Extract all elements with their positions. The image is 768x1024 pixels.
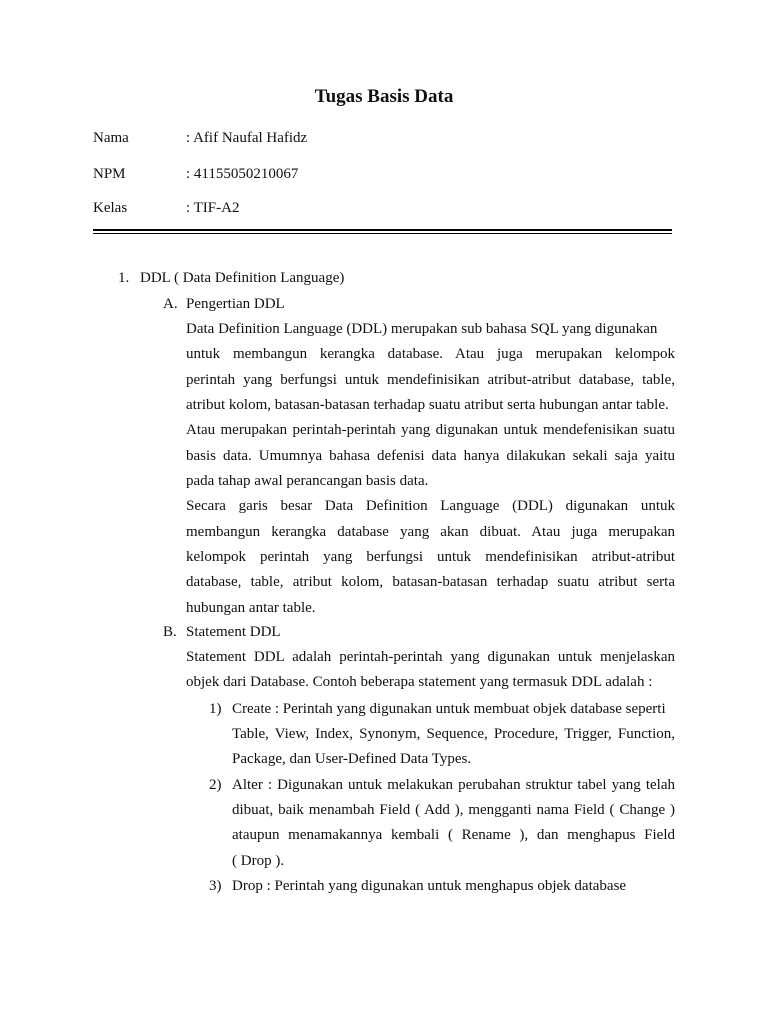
paragraph-line: kelompok perintah yang berfungsi untuk mendefinisikan atribut-atribut: [186, 549, 675, 565]
paragraph-line: Atau merupakan perintah-perintah yang digunakan untuk mendefenisikan suatu: [186, 422, 675, 438]
list-item-line: Drop : Perintah yang digunakan untuk menghapus objek database: [232, 878, 627, 894]
header-divider-thick: [93, 229, 672, 231]
paragraph-line: untuk membangun kerangka database. Atau juga merupakan kelompok: [186, 346, 675, 362]
subsection-letter: A.: [163, 296, 178, 312]
paragraph-line: perintah yang berfungsi untuk mendefinisikan atribut-atribut database, table,: [186, 372, 675, 388]
section-title: DDL ( Data Definition Language): [140, 270, 345, 286]
list-item-line: Create : Perintah yang digunakan untuk membuat objek database seperti: [232, 701, 666, 717]
list-item-line: Package, dan User-Defined Data Types.: [232, 751, 472, 767]
list-item-number: 1): [209, 701, 222, 717]
list-item-number: 2): [209, 777, 222, 793]
list-item-line: ( Drop ).: [232, 853, 285, 869]
paragraph-line: objek dari Database. Contoh beberapa statement yang termasuk DDL adalah :: [186, 674, 653, 690]
list-item-line: Alter : Digunakan untuk melakukan perubahan struktur tabel yang telah: [232, 777, 675, 793]
subsection-title: Statement DDL: [186, 624, 281, 640]
list-item-line: ataupun menamakannya kembali ( Rename ), dan menghapus Field: [232, 827, 675, 843]
info-row-kelas: [93, 200, 239, 217]
paragraph-line: Data Definition Language (DDL) merupakan sub bahasa SQL yang digunakan: [186, 321, 658, 337]
section-number: 1.: [118, 270, 130, 286]
paragraph-line: database, table, atribut kolom, batasan-batasan terhadap suatu atribut serta: [186, 574, 675, 590]
paragraph-line: basis data. Umumnya bahasa defenisi data hanya dilakukan sekali saja yaitu: [186, 448, 675, 464]
header-divider-thin: [93, 233, 672, 234]
page-title: Tugas Basis Data: [314, 86, 454, 107]
info-row-npm: [93, 166, 298, 183]
info-value: : TIF-A2: [186, 200, 240, 216]
paragraph-line: membangun kerangka database yang akan dibuat. Atau juga merupakan: [186, 524, 675, 540]
list-item-line: dibuat, baik menambah Field ( Add ), mengganti nama Field ( Change ): [232, 802, 675, 818]
info-label: NPM: [93, 166, 126, 182]
info-value: : Afif Naufal Hafidz: [186, 130, 308, 146]
paragraph-line: Secara garis besar Data Definition Language (DDL) digunakan untuk: [186, 498, 675, 514]
info-row-nama: [93, 130, 307, 147]
paragraph-line: hubungan antar table.: [186, 600, 316, 616]
list-item-number: 3): [209, 878, 222, 894]
info-label: Kelas: [93, 200, 128, 216]
info-label: Nama: [93, 130, 129, 146]
list-item-line: Table, View, Index, Synonym, Sequence, Procedure, Trigger, Function,: [232, 726, 675, 742]
paragraph-line: atribut kolom, batasan-batasan terhadap suatu atribut serta hubungan antar table.: [186, 397, 669, 413]
info-value: : 41155050210067: [186, 166, 299, 182]
paragraph-line: pada tahap awal perancangan basis data.: [186, 473, 429, 489]
subsection-title: Pengertian DDL: [186, 296, 285, 312]
subsection-letter: B.: [163, 624, 177, 640]
paragraph-line: Statement DDL adalah perintah-perintah yang digunakan untuk menjelaskan: [186, 649, 675, 665]
